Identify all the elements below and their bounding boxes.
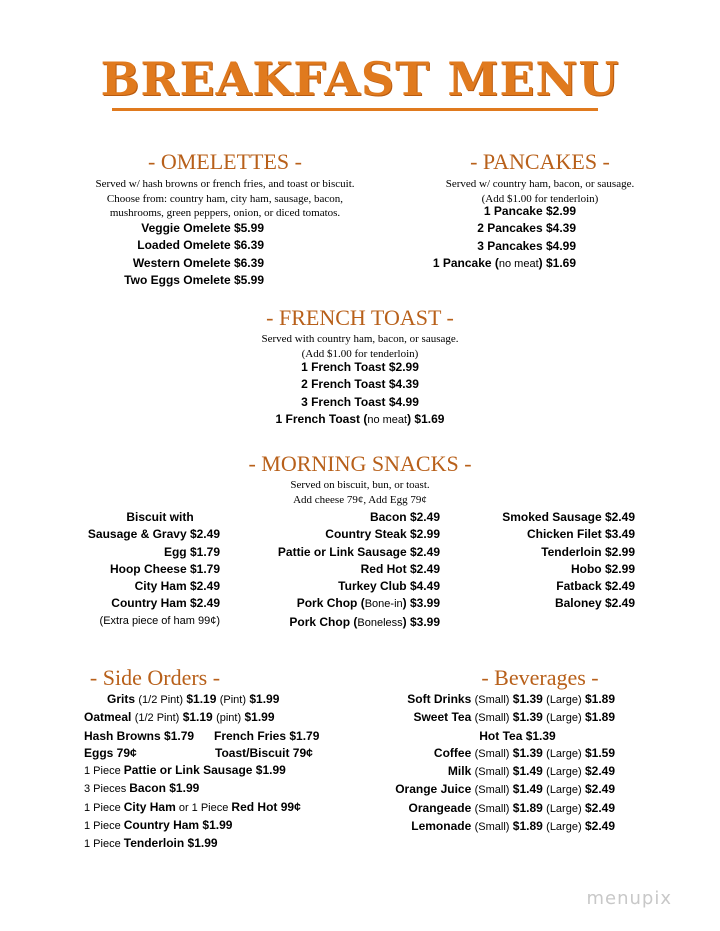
menu-item: 2 Pancakes $4.39: [477, 221, 576, 236]
menu-item: Pattie or Link Sausage $2.49: [277, 544, 440, 559]
french-toast-note: Served with country ham, bacon, or sausage.: [261, 333, 459, 345]
menu-item: 3 Pieces Bacon $1.99: [84, 781, 200, 796]
menu-item: 3 Pancakes $4.99: [477, 238, 576, 253]
menu-item: Hot Tea $1.39: [479, 728, 556, 743]
snacks-column-1: [60, 509, 220, 630]
menu-item: Smoked Sausage $2.49: [502, 510, 635, 524]
menu-item: Eggs 79¢: [84, 745, 137, 760]
menu-title: BREAKFAST MENU: [100, 52, 620, 106]
beverages-heading: - Beverages -: [481, 665, 599, 690]
omelettes-note: Choose from: country ham, city ham, sausage, bacon,: [106, 192, 344, 205]
menu-item: Turkey Club $4.49: [338, 579, 440, 594]
omelettes-note: mushrooms, green peppers, onion, or diced tomatos.: [109, 207, 341, 219]
french-toast-heading: - FRENCH TOAST -: [266, 305, 454, 330]
menupix-watermark: menupix: [586, 888, 672, 909]
menu-item: 1 Piece Pattie or Link Sausage $1.99: [84, 763, 286, 778]
side-orders-list: [84, 691, 354, 854]
menu-item: Biscuit with: [126, 510, 194, 524]
snacks-notes: [210, 478, 510, 507]
menu-item: 1 French Toast $2.99: [301, 360, 419, 374]
menu-item: French Fries $1.79: [214, 728, 320, 743]
menu-item: 1 French Toast (no meat) $1.69: [275, 411, 445, 426]
menu-item: 1 Piece City Ham or 1 Piece Red Hot 99¢: [84, 799, 301, 814]
menu-item: Hobo $2.99: [570, 561, 635, 576]
french-toast-notes: [210, 332, 510, 361]
menu-item: Coffee (Small) $1.39 (Large) $1.59: [433, 745, 615, 760]
french-toast-note: (Add $1.00 for tenderloin): [301, 347, 419, 360]
snacks-note: Add cheese 79¢, Add Egg 79¢: [293, 493, 427, 506]
menu-item: Country Steak $2.99: [325, 527, 440, 542]
menu-item: Pork Chop (Boneless) $3.99: [289, 614, 440, 629]
snacks-note: Served on biscuit, bun, or toast.: [290, 479, 430, 491]
pancakes-notes: [400, 177, 680, 206]
french-toast-list: [210, 359, 510, 429]
menu-item: 1 Pancake $2.99: [483, 204, 576, 218]
morning-snacks-heading: - MORNING SNACKS -: [248, 451, 472, 476]
menu-item: Baloney $2.49: [554, 596, 635, 611]
menu-item: City Ham $2.49: [134, 579, 220, 594]
menu-item: Country Ham $2.49: [111, 596, 220, 611]
pancakes-note: (Add $1.00 for tenderloin): [481, 192, 599, 205]
menu-item: Two Eggs Omelete $5.99: [124, 272, 264, 287]
omelettes-note: Served w/ hash browns or french fries, and toast or biscuit.: [95, 178, 355, 190]
menu-item: 3 French Toast $4.99: [301, 394, 419, 409]
snacks-column-2: [260, 509, 440, 632]
side-orders-heading: - Side Orders -: [89, 665, 221, 690]
snacks-column-3: [470, 509, 635, 613]
title-underline: [112, 108, 598, 111]
menu-item: Soft Drinks (Small) $1.39 (Large) $1.89: [407, 692, 615, 706]
beverages-list: [370, 691, 615, 836]
menu-item: Western Omelete $6.39: [132, 255, 264, 270]
omelettes-list: [80, 220, 264, 289]
menu-item: Hash Browns $1.79: [84, 728, 195, 743]
pancakes-heading: - PANCAKES -: [470, 149, 610, 174]
pancakes-list: [420, 203, 576, 273]
menu-item: 2 French Toast $4.39: [301, 377, 419, 392]
menu-item: 1 Piece Country Ham $1.99: [84, 818, 233, 833]
menu-item: Egg $1.79: [163, 544, 220, 559]
menu-item: Lemonade (Small) $1.89 (Large) $2.49: [411, 819, 615, 834]
menu-item: Hoop Cheese $1.79: [109, 561, 220, 576]
menu-item: Tenderloin $2.99: [541, 544, 635, 559]
menu-item: Sausage & Gravy $2.49: [87, 527, 220, 542]
menu-item: Grits (1/2 Pint) $1.19 (Pint) $1.99: [107, 692, 280, 706]
menu-item-pair: [84, 745, 354, 762]
menu-item: Pork Chop (Bone-in) $3.99: [296, 596, 440, 611]
menu-item: Veggie Omelete $5.99: [141, 221, 264, 235]
menu-item: Red Hot $2.49: [360, 561, 440, 576]
menu-item: 1 Pancake (no meat) $1.69: [432, 255, 576, 270]
menu-note: (Extra piece of ham 99¢): [99, 614, 220, 627]
menu-item: Oatmeal (1/2 Pint) $1.19 (pint) $1.99: [84, 710, 275, 725]
menu-item: Orangeade (Small) $1.89 (Large) $2.49: [408, 800, 615, 815]
menu-item: Milk (Small) $1.49 (Large) $2.49: [447, 764, 615, 779]
menu-item: Orange Juice (Small) $1.49 (Large) $2.49: [395, 782, 615, 797]
omelettes-notes: [60, 177, 390, 221]
menu-item: Toast/Biscuit 79¢: [215, 745, 313, 760]
menu-item: Fatback $2.49: [556, 579, 635, 594]
menu-item: Loaded Omelete $6.39: [137, 238, 264, 253]
menu-item-pair: [84, 728, 354, 745]
menu-item: Chicken Filet $3.49: [526, 527, 635, 542]
menu-item: Bacon $2.49: [369, 510, 440, 524]
menu-item: 1 Piece Tenderloin $1.99: [84, 836, 218, 851]
pancakes-note: Served w/ country ham, bacon, or sausage.: [445, 178, 635, 190]
menu-item: Sweet Tea (Small) $1.39 (Large) $1.89: [413, 710, 615, 725]
omelettes-heading: - OMELETTES -: [148, 149, 302, 174]
